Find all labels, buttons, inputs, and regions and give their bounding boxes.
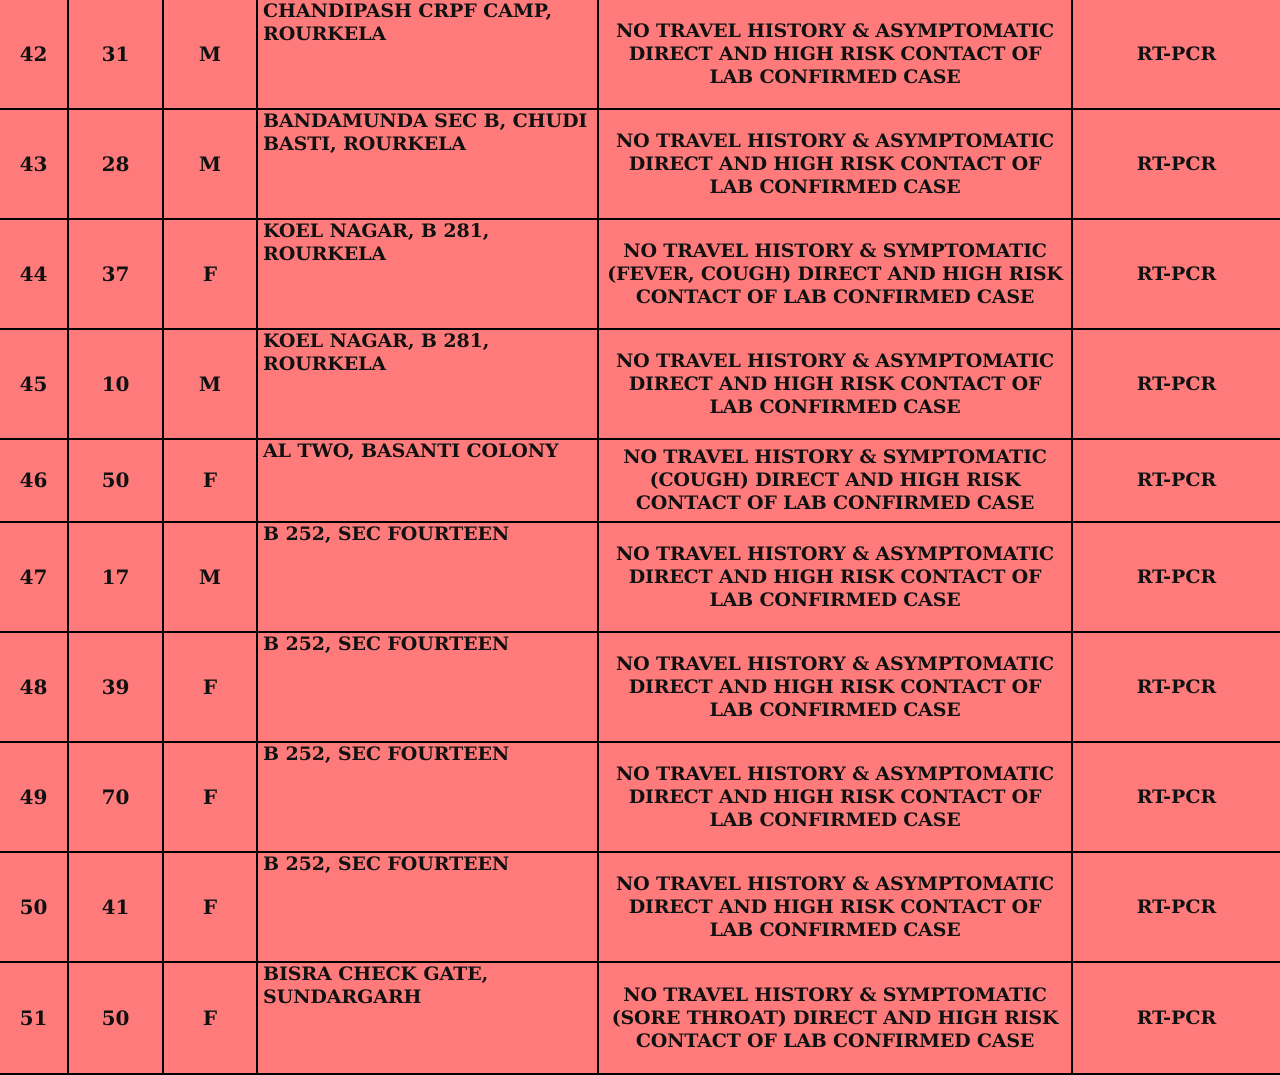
serial-number-cell: 47 [0, 522, 68, 632]
test-type-cell: RT-PCR [1072, 329, 1280, 439]
sex-cell: F [163, 632, 257, 742]
table-row [0, 329, 1280, 439]
address-cell: KOEL NAGAR, B 281, ROURKELA [257, 329, 598, 439]
sex-cell: F [163, 742, 257, 852]
test-type-cell: RT-PCR [1072, 962, 1280, 1074]
test-type-cell: RT-PCR [1072, 439, 1280, 522]
history-cell: NO TRAVEL HISTORY & SYMPTOMATIC (SORE THROAT) DIRECT AND HIGH RISK CONTACT OF LAB CONFIRMED CASE [598, 962, 1072, 1074]
history-cell: NO TRAVEL HISTORY & SYMPTOMATIC (COUGH) DIRECT AND HIGH RISK CONTACT OF LAB CONFIRMED CASE [598, 439, 1072, 522]
address-cell: B 252, SEC FOURTEEN [257, 852, 598, 962]
sex-cell: M [163, 329, 257, 439]
table-row [0, 109, 1280, 219]
age-cell: 50 [68, 962, 163, 1074]
age-cell: 37 [68, 219, 163, 329]
serial-number-cell: 51 [0, 962, 68, 1074]
age-cell: 10 [68, 329, 163, 439]
serial-number-cell: 50 [0, 852, 68, 962]
test-type-cell: RT-PCR [1072, 632, 1280, 742]
table-row [0, 742, 1280, 852]
address-cell: B 252, SEC FOURTEEN [257, 522, 598, 632]
table-row [0, 962, 1280, 1074]
age-cell: 70 [68, 742, 163, 852]
table-row [0, 0, 1280, 109]
history-cell: NO TRAVEL HISTORY & ASYMPTOMATIC DIRECT AND HIGH RISK CONTACT OF LAB CONFIRMED CASE [598, 852, 1072, 962]
history-cell: NO TRAVEL HISTORY & ASYMPTOMATIC DIRECT AND HIGH RISK CONTACT OF LAB CONFIRMED CASE [598, 522, 1072, 632]
history-cell: NO TRAVEL HISTORY & SYMPTOMATIC (FEVER, COUGH) DIRECT AND HIGH RISK CONTACT OF LAB CONFIRMED CASE [598, 219, 1072, 329]
sex-cell: F [163, 852, 257, 962]
address-cell: BANDAMUNDA SEC B, CHUDI BASTI, ROURKELA [257, 109, 598, 219]
table-row [0, 852, 1280, 962]
table-row [0, 219, 1280, 329]
address-cell: BISRA CHECK GATE, SUNDARGARH [257, 962, 598, 1074]
test-type-cell: RT-PCR [1072, 0, 1280, 109]
test-type-cell: RT-PCR [1072, 109, 1280, 219]
serial-number-cell: 42 [0, 0, 68, 109]
address-cell: AL TWO, BASANTI COLONY [257, 439, 598, 522]
age-cell: 41 [68, 852, 163, 962]
serial-number-cell: 48 [0, 632, 68, 742]
history-cell: NO TRAVEL HISTORY & ASYMPTOMATIC DIRECT AND HIGH RISK CONTACT OF LAB CONFIRMED CASE [598, 329, 1072, 439]
sex-cell: M [163, 0, 257, 109]
test-type-cell: RT-PCR [1072, 852, 1280, 962]
age-cell: 28 [68, 109, 163, 219]
history-cell: NO TRAVEL HISTORY & ASYMPTOMATIC DIRECT AND HIGH RISK CONTACT OF LAB CONFIRMED CASE [598, 0, 1072, 109]
serial-number-cell: 45 [0, 329, 68, 439]
age-cell: 17 [68, 522, 163, 632]
test-type-cell: RT-PCR [1072, 742, 1280, 852]
table-row [0, 439, 1280, 522]
address-cell: B 252, SEC FOURTEEN [257, 632, 598, 742]
serial-number-cell: 49 [0, 742, 68, 852]
sex-cell: F [163, 962, 257, 1074]
test-type-cell: RT-PCR [1072, 522, 1280, 632]
history-cell: NO TRAVEL HISTORY & ASYMPTOMATIC DIRECT AND HIGH RISK CONTACT OF LAB CONFIRMED CASE [598, 742, 1072, 852]
serial-number-cell: 43 [0, 109, 68, 219]
address-cell: KOEL NAGAR, B 281, ROURKELA [257, 219, 598, 329]
table-row [0, 522, 1280, 632]
serial-number-cell: 46 [0, 439, 68, 522]
sex-cell: M [163, 109, 257, 219]
age-cell: 39 [68, 632, 163, 742]
history-cell: NO TRAVEL HISTORY & ASYMPTOMATIC DIRECT AND HIGH RISK CONTACT OF LAB CONFIRMED CASE [598, 109, 1072, 219]
address-cell: B 252, SEC FOURTEEN [257, 742, 598, 852]
address-cell: CHANDIPASH CRPF CAMP, ROURKELA [257, 0, 598, 109]
age-cell: 31 [68, 0, 163, 109]
serial-number-cell: 44 [0, 219, 68, 329]
table-row [0, 632, 1280, 742]
test-type-cell: RT-PCR [1072, 219, 1280, 329]
history-cell: NO TRAVEL HISTORY & ASYMPTOMATIC DIRECT AND HIGH RISK CONTACT OF LAB CONFIRMED CASE [598, 632, 1072, 742]
age-cell: 50 [68, 439, 163, 522]
sex-cell: M [163, 522, 257, 632]
sex-cell: F [163, 439, 257, 522]
sex-cell: F [163, 219, 257, 329]
